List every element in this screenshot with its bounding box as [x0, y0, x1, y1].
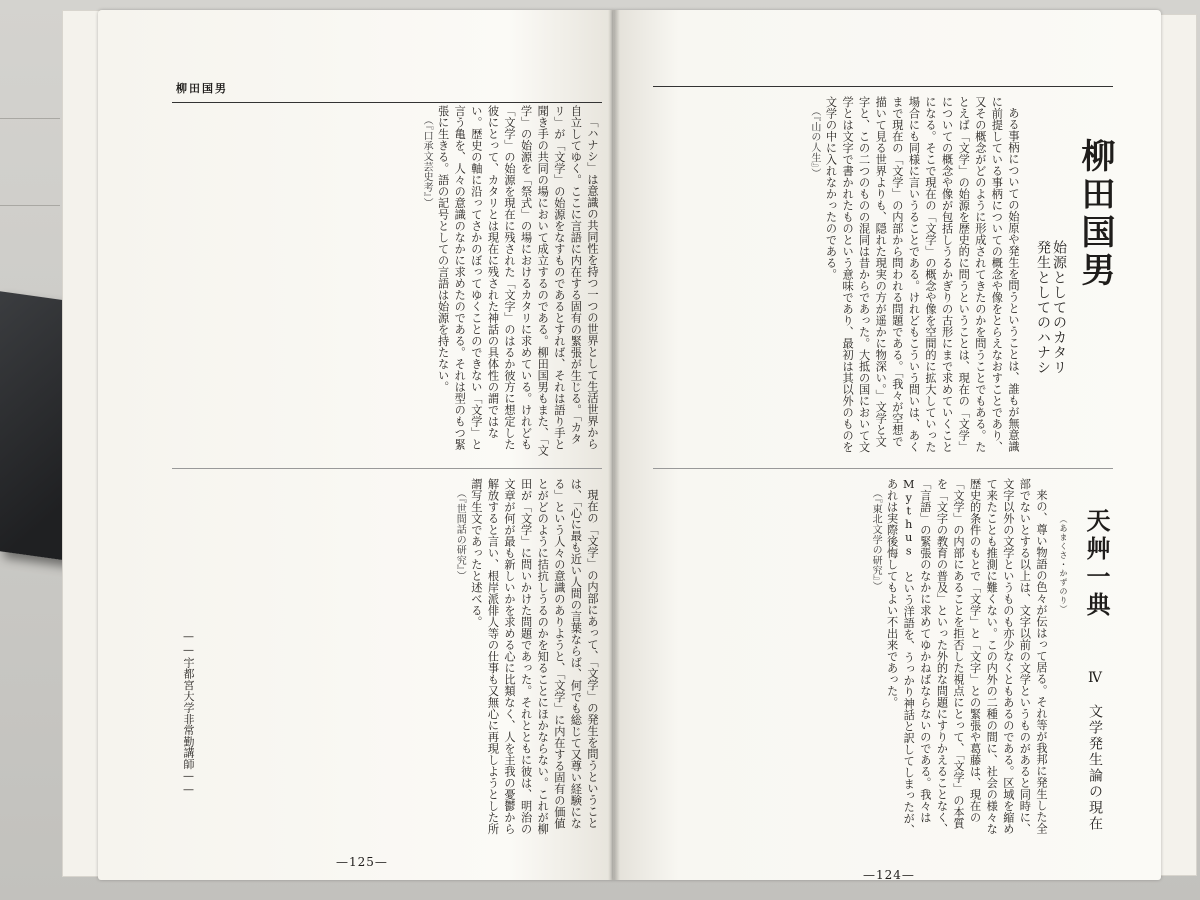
citation: （『口承文芸史考』）: [421, 115, 433, 208]
article-title-text: 柳田国男: [1075, 138, 1115, 290]
article-title: [1065, 138, 1115, 458]
section-heading-text: Ⅳ 文学発生論の現在: [1087, 670, 1103, 832]
author-name-text: 天艸一典: [1082, 508, 1111, 620]
column-divider: [653, 468, 1113, 469]
column-divider: [172, 468, 602, 469]
page-number: —124—: [863, 868, 915, 880]
subtitle-line: 発生としてのハナシ: [1035, 240, 1051, 375]
mat-grid-line: [0, 118, 60, 119]
book-page-edges: [1155, 14, 1197, 876]
section-heading: [1075, 670, 1105, 840]
header-rule: [172, 102, 602, 103]
lower-text-column: [649, 478, 1049, 840]
author-name-reading: [1059, 515, 1073, 635]
citation: （『世間話の研究』）: [454, 488, 466, 581]
mat-grid-line: [0, 205, 60, 206]
body-paragraph: 「ハナシ」は意識の共同性を持つ一つの世界として生活世界から自立してゆく。ここに言語に内在する固有の緊張が生じる。「カタリ」が「文学」の始源をなすものであるとすれば、それは語り手と聞き手の共同の場において成立するのである。柳田国男もまた、「文学」の始源を「祭式」の場におけるカタリに求めている。けれども「文学」の始源を現在に残された「文字」のはるか彼方に想定した彼にとって、カタリとは現在に残された神話の具体性の謂ではない。歴史の軸に沿ってさかのぼってゆくことのできない「文学」と言う亀を、人々の意識のなかに求めたのである。それは型のもつ緊張に生きる。語の記号としての言語は始源を持たない。: [436, 105, 599, 456]
citation: （『山の人生』）: [808, 106, 820, 179]
citation: （『東北文学の研究』）: [870, 488, 882, 592]
subtitle-line: 始源としてのカタリ: [1051, 240, 1067, 375]
body-paragraph: 現在の「文学」の内部にあって、「文学」の発生を問うということは、「心に最も近い人間の言葉ならば、何でも総じて又尊い経験になる」という人々の意識のありようと、「文学」に内在する固有の価値とがどのように拮抗しうるのかを知ることにほかならない。これが柳田が「文学」に問いかけた問題であった。それとともに彼は、明治の文章が何が最も新しいかを求める心に比類なく、人を主我の憂鬱から解放すると言い、根岸派俳人等の仕事も又無心に再現しようとした所謂写生文であったと述べる。: [469, 478, 599, 835]
header-rule: [653, 86, 1113, 87]
running-head: 柳田国男: [176, 82, 228, 95]
upper-text-column: [180, 105, 600, 460]
lower-text-column: [196, 478, 600, 840]
author-affiliation: ——宇都宮大学非常勤講師——: [182, 630, 195, 797]
ruby-text: （あまくさ・かずのり）: [1059, 515, 1068, 614]
upper-text-column: [649, 96, 1021, 458]
page-number: —125—: [336, 855, 388, 869]
left-page: [98, 10, 613, 880]
body-paragraph: ある事柄についての始原や発生を問うということは、誰もが無意識に前提している事柄についての概念や像をとらえなおすことであり、又その概念がどのように形成されてきたのかを問うことでもある。たとえば「文学」の始源を歴史的に問うということは、現在の「文学」についての概念や像が包括しうるかぎりの古形にまで求めていくことになる。そこで現在の「文学」の概念や像を空間的に拡大していった場合にも同様に言いうることである。けれどもこういう問いは、あくまで現在の「文学」の内部から問われる問題である。「我々が空想で描いて見る世界よりも、隠れた現実の方が遥かに物深い。」文学と文字と、この二つのものの混同は昔からであった。大抵の国において文学とは文字で書かれたものという意味であり、最初は其以外のものを文学の中に入れなかったのである。: [824, 96, 1020, 453]
book-gutter-shadow: [608, 10, 620, 880]
body-paragraph: 来の、尊い物語の色々が伝はって居る。それ等が我邦に発生した全部でないとする以上は、文字以前の文学というものがあると同時に、文字以外の文学というものも亦少なくともあるのである。区域を縮めて来たことも推測に難くない。この内外の二種の間に、社会の様々な歴史的条件のもとで「文学」と「文字」との緊張や葛藤は、現在の「文学」の内部にあることを拒否した視点にとって、「文学」の本質を「文字の教育の普及」といった外的な問題にすりかえることなく、「言語」の緊張のなかに求めてゆかねばならないのである。我々は Mythus という洋語を、うっかり神話と訳してしまったが、あれは実際後悔してもよい不出来であった。: [885, 478, 1048, 836]
article-subtitle: [1027, 240, 1067, 460]
author-name: [1075, 508, 1111, 648]
right-page: [613, 10, 1161, 880]
